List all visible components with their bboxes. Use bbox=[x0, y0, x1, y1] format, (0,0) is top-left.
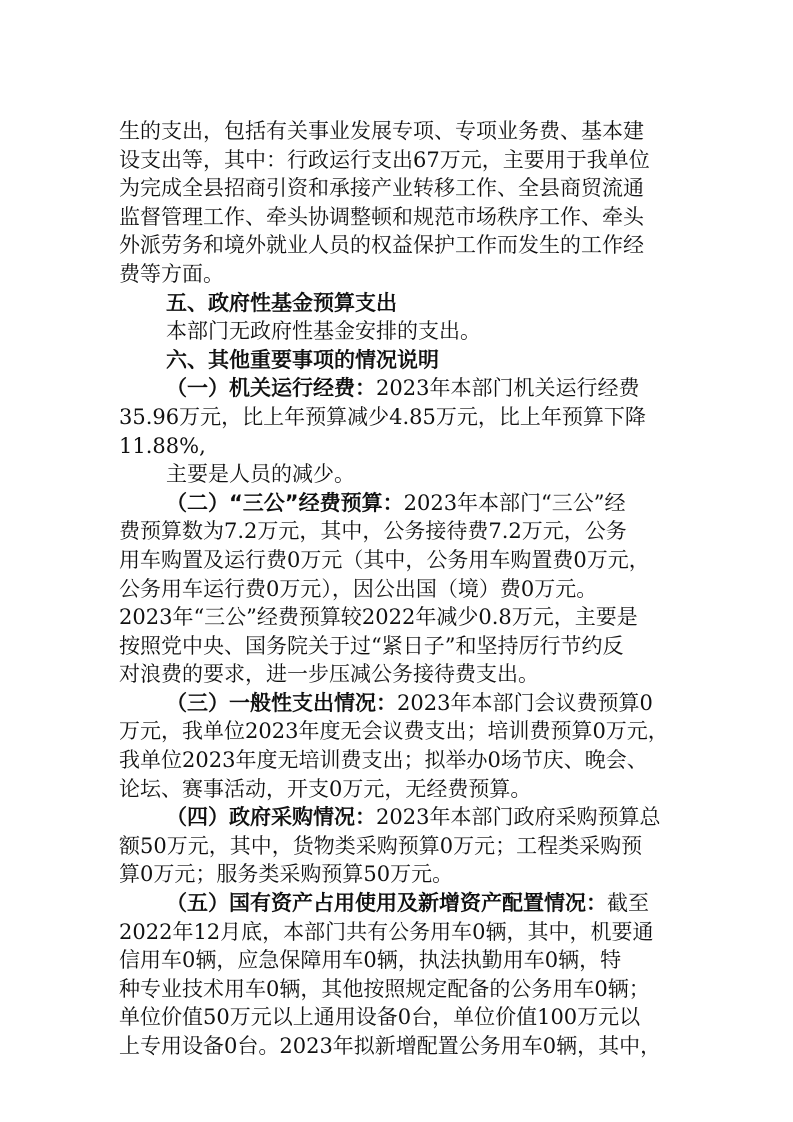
paragraph-line: 监督管理工作、牵头协调整顿和规范市场秩序工作、牵头 bbox=[119, 204, 644, 229]
section-heading: 五、政府性基金预算支出 bbox=[166, 290, 397, 315]
paragraph-line: 按照党中央、国务院关于过“紧日子”和坚持厉行节约反 bbox=[119, 633, 624, 658]
paragraph-line: 费等方面。 bbox=[119, 261, 224, 286]
paragraph-line: 上专用设备0台。2023年拟新增配置公务用车0辆，其中， bbox=[119, 1034, 662, 1058]
paragraph-line: 论坛、赛事活动，开支0万元，无经费预算。 bbox=[119, 776, 532, 801]
paragraph-line bbox=[119, 489, 681, 518]
paragraph-line: 外派劳务和境外就业人员的权益保护工作而发生的工作经 bbox=[119, 233, 644, 258]
paragraph-line bbox=[119, 889, 681, 918]
subsection-label: （一）机关运行经费： bbox=[166, 376, 376, 401]
paragraph-line: 信用车0辆，应急保障用车0辆，执法执勤用车0辆，特 bbox=[119, 948, 622, 973]
paragraph-line: 11.88%, bbox=[119, 433, 206, 458]
paragraph-line: 35.96万元，比上年预算减少4.85万元，比上年预算下降 bbox=[119, 404, 646, 429]
paragraph-line: 2022年12月底，本部门共有公务用车0辆，其中，机要通 bbox=[119, 919, 654, 944]
subsection-label: （二）“三公”经费预算： bbox=[166, 490, 404, 515]
paragraph-line: 2023年“三公”经费预算较2022年减少0.8万元，主要是 bbox=[119, 605, 638, 630]
paragraph-line: 单位价值50万元以上通用设备0台，单位价值100万元以 bbox=[119, 1005, 641, 1030]
paragraph-line: 算0万元；服务类采购预算50万元。 bbox=[119, 862, 454, 887]
paragraph-text: 2023年本部门机关运行经费 bbox=[376, 376, 640, 401]
paragraph-line bbox=[119, 374, 681, 403]
section-heading: 六、其他重要事项的情况说明 bbox=[166, 347, 439, 372]
paragraph-line: 我单位2023年度无培训费支出；拟举办0场节庆、晚会、 bbox=[119, 748, 648, 773]
paragraph-line: 额50万元，其中，货物类采购预算0万元；工程类采购预 bbox=[119, 833, 643, 858]
paragraph-line: 费预算数为7.2万元，其中，公务接待费7.2万元，公务 bbox=[119, 519, 627, 544]
paragraph-line: 设支出等，其中：行政运行支出67万元，主要用于我单位 bbox=[119, 147, 650, 172]
paragraph-line: 为完成全县招商引资和承接产业转移工作、全县商贸流通 bbox=[119, 176, 644, 201]
paragraph-text: 2023年本部门会议费预算0 bbox=[397, 690, 653, 715]
subsection-label: （三）一般性支出情况： bbox=[166, 690, 397, 715]
paragraph-line: 用车购置及运行费0万元（其中，公务用车购置费0万元， bbox=[119, 547, 650, 572]
paragraph-line: 对浪费的要求，进一步压减公务接待费支出。 bbox=[119, 662, 539, 687]
paragraph-line: 生的支出，包括有关事业发展专项、专项业务费、基本建 bbox=[119, 119, 644, 143]
paragraph-line: 公务用车运行费0万元），因公出国（境）费0万元。 bbox=[119, 576, 598, 601]
paragraph-line: 万元，我单位2023年度无会议费支出；培训费预算0万元， bbox=[119, 719, 669, 744]
subsection-label: （四）政府采购情况： bbox=[166, 805, 376, 830]
paragraph-text: 2023年本部门政府采购预算总 bbox=[376, 805, 661, 830]
paragraph-text: 截至 bbox=[607, 891, 649, 916]
paragraph-line bbox=[119, 689, 681, 718]
document-body bbox=[119, 117, 681, 1061]
paragraph-line: 本部门无政府性基金安排的支出。 bbox=[166, 319, 481, 344]
paragraph-line bbox=[119, 803, 681, 832]
paragraph-line: 种专业技术用车0辆，其他按照规定配备的公务用车0辆； bbox=[119, 976, 650, 1001]
paragraph-line: 主要是人员的减少。 bbox=[166, 462, 355, 487]
subsection-label: （五）国有资产占用使用及新增资产配置情况： bbox=[166, 891, 607, 916]
paragraph-text: 2023年本部门“三公”经 bbox=[403, 490, 626, 515]
